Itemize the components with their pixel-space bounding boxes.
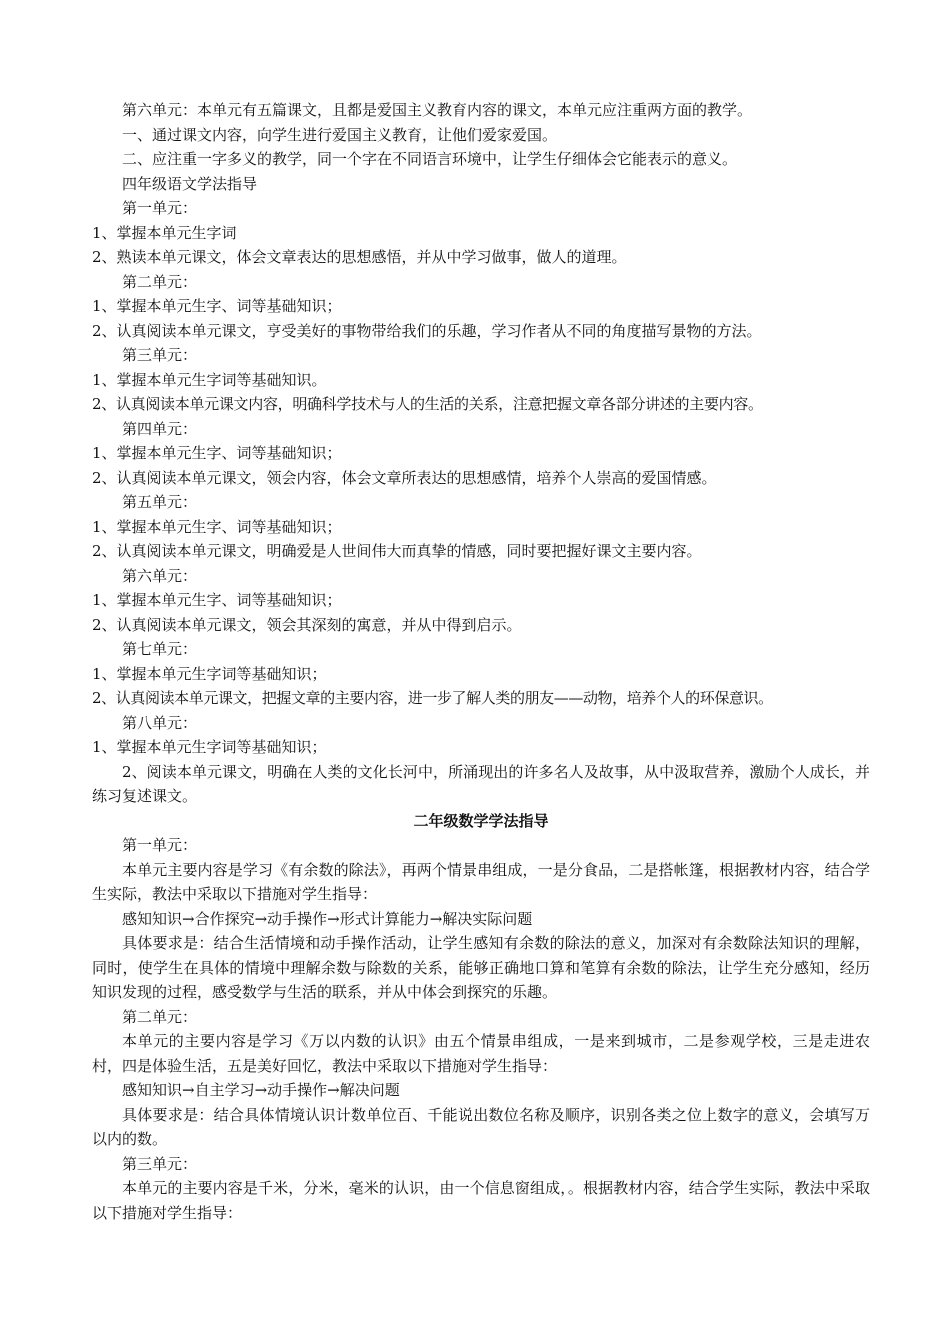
list-item: 1、掌握本单元生字、词等基础知识；	[92, 297, 342, 315]
list-item: 2、阅读本单元课文，明确在人类的文化长河中，所涌现出的许多名人及故事，从中汲取营养，激励个人成长，并练习复述课文。	[92, 762, 870, 805]
list-item: 2、认真阅读本单元课文，把握文章的主要内容，进一步了解人类的朋友——动物，培养个人的环保意识。	[92, 689, 773, 707]
list-item: 2、认真阅读本单元课文，领会其深刻的寓意，并从中得到启示。	[92, 615, 522, 634]
unit-label: 第二单元：	[122, 272, 198, 291]
unit-label: 第三单元：	[122, 346, 198, 364]
list-item: 2、认真阅读本单元课文，亨受美好的事物带给我们的乐趣，学习作者从不同的角度描写景物的方法。	[92, 321, 762, 340]
unit-label: 第二单元：	[122, 1007, 198, 1026]
paragraph: 具体要求是：结合具体情境认识计数单位百、千能说出数位名称及顺序，识别各类之位上数字的意义，会填写万以内的数。	[92, 1105, 870, 1148]
paragraph: 具体要求是：结合生活情境和动手操作活动，让学生感知有余数的除法的意义，加深对有余数除法知识的理解，同时，使学生在具体的情境中理解余数与除数的关系，能够正确地口算和笔算有余数的除法，让学生充分感知，经历知识发现的过程，感受数学与生活的联系，并从中体会到探究的乐趣。	[92, 934, 870, 1001]
paragraph: 二、应注重一字多义的教学，同一个字在不同语言环境中，让学生仔细体会它能表示的意义。	[122, 150, 738, 168]
flow-line: 感知知识→合作探究→动手操作→形式计算能力→解决实际问题	[122, 909, 533, 928]
paragraph: 一、通过课文内容，向学生进行爱国主义教育，让他们爱家爱国。	[122, 125, 558, 144]
list-item: 1、掌握本单元生字词等基础知识；	[92, 664, 327, 683]
unit-label: 第一单元：	[122, 199, 198, 217]
unit-label: 第一单元：	[122, 836, 198, 854]
list-item: 1、掌握本单元生字词等基础知识。	[92, 370, 327, 389]
list-item: 1、掌握本单元生字、词等基础知识；	[92, 444, 342, 462]
list-item: 1、掌握本单元生字、词等基础知识；	[92, 591, 342, 609]
list-item: 2、认真阅读本单元课文，领会内容，体会文章所表达的思想感情，培养个人崇高的爱国情感。	[92, 468, 717, 487]
unit-label: 第七单元：	[122, 640, 198, 658]
unit-label: 第八单元：	[122, 713, 198, 732]
paragraph: 本单元的主要内容是千米，分米，毫米的认识，由一个信息窗组成，。根据教材内容，结合学生实际，教法中采取以下措施对学生指导：	[92, 1179, 870, 1222]
list-item: 1、掌握本单元生字词等基础知识；	[92, 738, 327, 756]
document-page	[92, 98, 870, 1225]
section-heading: 四年级语文学法指导	[122, 174, 258, 193]
list-item: 2、认真阅读本单元课文，明确爱是人世间伟大而真挚的情感，同时要把握好课文主要内容。	[92, 542, 702, 560]
list-item: 2、认真阅读本单元课文内容，明确科学技术与人的生活的关系，注意把握文章各部分讲述的主要内容。	[92, 395, 763, 413]
paragraph: 本单元主要内容是学习《有余数的除法》，再两个情景串组成，一是分食品，二是搭帐篷，根据教材内容，结合学生实际，教法中采取以下措施对学生指导：	[92, 860, 870, 903]
section-title: 二年级数学学法指导	[413, 811, 549, 830]
list-item: 1、掌握本单元生字词	[92, 223, 237, 242]
paragraph: 本单元的主要内容是学习《万以内数的认识》由五个情景串组成，一是来到城市，二是参观学校，三是走进农村，四是体验生活，五是美好回忆，教法中采取以下措施对学生指导：	[92, 1032, 870, 1075]
unit-label: 第三单元：	[122, 1154, 198, 1173]
list-item: 1、掌握本单元生字、词等基础知识；	[92, 517, 342, 536]
unit-label: 第五单元：	[122, 493, 198, 511]
flow-line: 感知知识→自主学习→动手操作→解决问题	[122, 1081, 400, 1099]
unit-label: 第六单元：	[122, 566, 198, 585]
paragraph: 第六单元：本单元有五篇课文，且都是爱国主义教育内容的课文，本单元应注重两方面的教学。	[122, 101, 753, 119]
unit-label: 第四单元：	[122, 419, 198, 438]
list-item: 2、熟读本单元课文，体会文章表达的思想感悟，并从中学习做事，做人的道理。	[92, 248, 627, 266]
